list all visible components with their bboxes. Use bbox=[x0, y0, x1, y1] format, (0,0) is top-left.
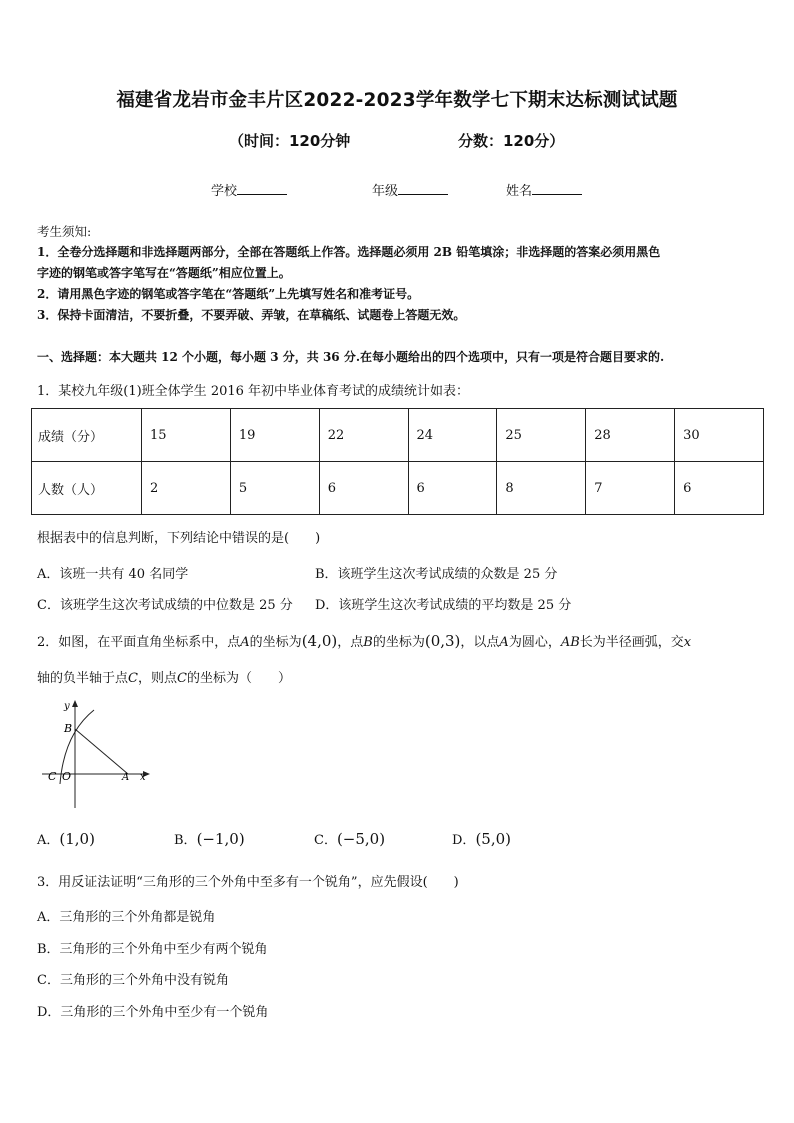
table-row bbox=[32, 409, 764, 462]
q3-stem: 3．用反证法证明“三角形的三个外角中至多有一个锐角”，应先假设( ) bbox=[37, 875, 459, 890]
name-field bbox=[506, 180, 582, 199]
q2-point-c-2: C bbox=[176, 671, 187, 686]
q2-point-c: C bbox=[128, 671, 138, 686]
q2-figure bbox=[40, 696, 160, 810]
q2-option-d-label: D． bbox=[452, 833, 476, 848]
table-cell: 6 bbox=[408, 462, 497, 515]
q1-stem: 1．某校九年级(1)班全体学生 2016 年初中毕业体育考试的成绩统计如表： bbox=[37, 384, 470, 399]
q2-option-b-value: (−1,0) bbox=[196, 830, 245, 848]
school-blank bbox=[237, 182, 287, 195]
q2-text: 的坐标为（ ） bbox=[186, 671, 291, 686]
table-cell: 6 bbox=[675, 462, 764, 515]
table-cell: 25 bbox=[497, 409, 586, 462]
score-table bbox=[31, 408, 764, 515]
score-label: 分数：120分） bbox=[458, 132, 565, 150]
q2-segment-ab: AB bbox=[560, 635, 580, 650]
q2-text: ，点 bbox=[337, 635, 364, 650]
table-row bbox=[32, 462, 764, 515]
school-field bbox=[211, 180, 287, 199]
section-1-heading: 一、选择题：本大题共 12 个小题，每小题 3 分，共 36 分.在每小题给出的四个选项中，只有一项是符合题目要求的. bbox=[37, 350, 665, 364]
q2-stem-line-1 bbox=[37, 631, 691, 650]
name-blank bbox=[532, 182, 582, 195]
table-cell: 24 bbox=[408, 409, 497, 462]
fig-label-c: C bbox=[48, 770, 57, 783]
q2-option-a-value: (1,0) bbox=[59, 830, 95, 848]
notice-line-1b: 字迹的钢笔或答字笔写在“答题纸”相应位置上。 bbox=[37, 266, 291, 280]
q2-a-coord: (4,0) bbox=[301, 632, 338, 650]
segment-ab bbox=[75, 729, 128, 774]
page-title: 福建省龙岩市金丰片区2022-2023学年数学七下期末达标测试试题 bbox=[116, 90, 678, 111]
notice-line-2: 2．请用黑色字迹的钢笔或答字笔在“答题纸”上先填写姓名和准考证号。 bbox=[37, 287, 420, 301]
q1-option-b: B．该班学生这次考试成绩的众数是 25 分 bbox=[315, 567, 558, 582]
table-cell: 5 bbox=[230, 462, 319, 515]
grade-blank bbox=[398, 182, 448, 195]
table-cell: 人数（人） bbox=[32, 462, 142, 515]
name-label: 姓名 bbox=[506, 184, 533, 199]
grade-label: 年级 bbox=[372, 184, 399, 199]
fig-label-y: y bbox=[64, 701, 70, 712]
q2-option-d-value: (5,0) bbox=[475, 830, 511, 848]
q2-stem-line-2 bbox=[37, 667, 291, 686]
fig-label-b: B bbox=[64, 722, 73, 735]
q3-option-d: D．三角形的三个外角中至少有一个锐角 bbox=[37, 1005, 269, 1020]
notice-line-3: 3．保持卡面清洁，不要折叠，不要弄破、弄皱，在草稿纸、试题卷上答题无效。 bbox=[37, 308, 466, 322]
table-cell: 2 bbox=[142, 462, 231, 515]
q2-option-c bbox=[314, 829, 385, 848]
q2-option-b-label: B． bbox=[174, 833, 197, 848]
q1-option-a: A．该班一共有 40 名同学 bbox=[37, 567, 189, 582]
q2-b-coord: (0,3) bbox=[424, 632, 461, 650]
table-cell: 22 bbox=[319, 409, 408, 462]
q1-option-c: C．该班学生这次考试成绩的中位数是 25 分 bbox=[37, 598, 293, 613]
q2-point-a-2: A bbox=[499, 635, 509, 650]
table-cell: 7 bbox=[586, 462, 675, 515]
q2-option-b bbox=[174, 829, 245, 848]
table-cell: 30 bbox=[675, 409, 764, 462]
school-label: 学校 bbox=[211, 184, 238, 199]
q1-option-d: D．该班学生这次考试成绩的平均数是 25 分 bbox=[315, 598, 572, 613]
q2-x-axis: x bbox=[683, 635, 692, 650]
time-label: （时间：120分钟 bbox=[229, 132, 351, 150]
q3-option-a: A．三角形的三个外角都是锐角 bbox=[37, 910, 216, 925]
q2-option-a bbox=[37, 829, 95, 848]
q2-text: 为圆心， bbox=[508, 635, 561, 650]
q2-option-c-label: C． bbox=[314, 833, 337, 848]
table-cell: 19 bbox=[230, 409, 319, 462]
notice-line-1a: 1．全卷分选择题和非选择题两部分，全部在答题纸上作答。选择题必须用 2B 铅笔填涂；非选择题的答案必须用黑色 bbox=[37, 245, 661, 259]
notice-heading: 考生须知: bbox=[37, 224, 92, 239]
table-cell: 6 bbox=[319, 462, 408, 515]
q2-text: ，则点 bbox=[137, 671, 177, 686]
table-cell: 成绩（分） bbox=[32, 409, 142, 462]
q2-text: ，以点 bbox=[460, 635, 500, 650]
grade-field bbox=[372, 180, 448, 199]
q2-text: 长为半径画弧，交 bbox=[579, 635, 684, 650]
q2-option-c-value: (−5,0) bbox=[336, 830, 386, 848]
fig-label-o: O bbox=[62, 770, 72, 783]
table-cell: 28 bbox=[586, 409, 675, 462]
q2-point-a: A bbox=[240, 635, 250, 650]
q2-option-d bbox=[452, 829, 511, 848]
q3-option-c: C．三角形的三个外角中没有锐角 bbox=[37, 973, 229, 988]
q2-point-b: B bbox=[363, 635, 373, 650]
fig-label-a: A bbox=[122, 772, 130, 783]
y-axis-arrow-icon bbox=[72, 700, 78, 707]
q2-text: 轴的负半轴于点 bbox=[37, 671, 129, 686]
fig-label-x: x bbox=[140, 772, 146, 783]
q1-question: 根据表中的信息判断，下列结论中错误的是( ) bbox=[37, 531, 321, 546]
q2-text: 的坐标为 bbox=[249, 635, 302, 650]
q2-text: 的坐标为 bbox=[372, 635, 425, 650]
q2-option-a-label: A． bbox=[37, 833, 60, 848]
q3-option-b: B．三角形的三个外角中至少有两个锐角 bbox=[37, 942, 268, 957]
table-cell: 15 bbox=[142, 409, 231, 462]
q2-text: 2．如图，在平面直角坐标系中，点 bbox=[37, 635, 241, 650]
table-cell: 8 bbox=[497, 462, 586, 515]
